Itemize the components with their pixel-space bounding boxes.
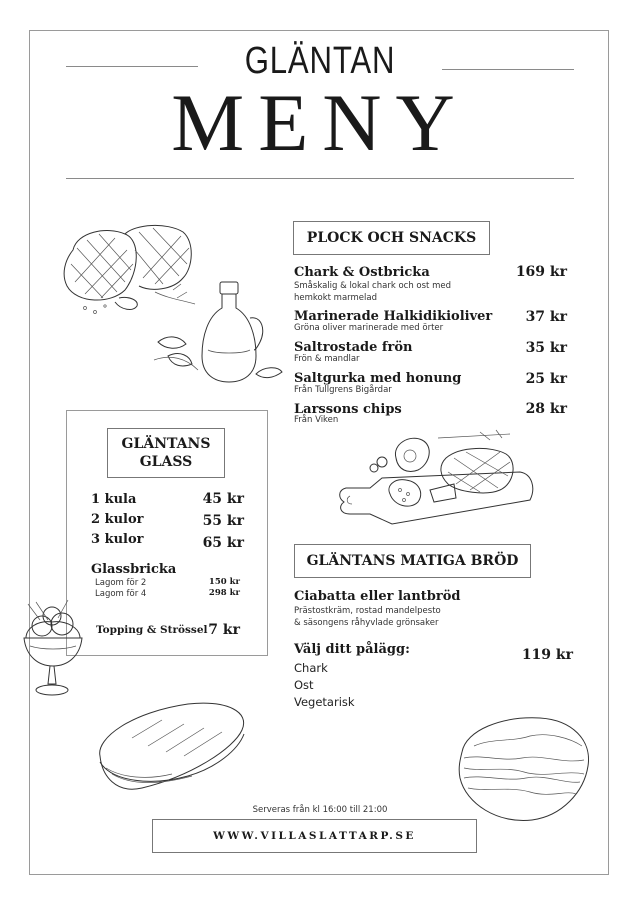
snack-name-5: Larssons chips (294, 402, 402, 417)
glass-heading: GLÄNTANS GLASS (107, 428, 225, 478)
brand-name: GLÄNTAN (244, 40, 396, 82)
brod-option-vegetarisk: Vegetarisk (294, 695, 355, 709)
snack-desc-3: Frön & mandlar (294, 354, 360, 364)
snack-price-1: 169 kr (515, 264, 567, 280)
brod-price: 119 kr (521, 647, 573, 663)
snack-price-3: 35 kr (525, 340, 567, 356)
brod-desc: Prästostkräm, rostad mandelpesto & säsongens råhyvlade grönsaker (294, 606, 441, 628)
oil-bottle-icon (150, 278, 285, 388)
snack-name-3: Saltrostade frön (294, 340, 413, 355)
snack-name-4: Saltgurka med honung (294, 371, 462, 386)
glass-item-3: 3 kulor (91, 532, 144, 547)
page-title: MENY (171, 77, 469, 168)
snacks-heading: PLOCK OCH SNACKS (293, 221, 490, 255)
header-rule-bottom (66, 178, 574, 179)
snack-price-2: 37 kr (525, 309, 567, 325)
snack-desc-4: Från Tullgrens Bigårdar (294, 385, 392, 395)
brod-option-chark: Chark (294, 661, 328, 675)
snack-price-5: 28 kr (525, 401, 567, 417)
brod-heading: GLÄNTANS MATIGA BRÖD (294, 544, 531, 578)
snack-desc-5: Från Viken (294, 415, 339, 425)
topping-name: Topping & Strössel (96, 624, 208, 636)
glassbricka-row-2-price: 298 kr (208, 588, 240, 598)
snack-name-1: Chark & Ostbricka (294, 265, 430, 280)
glassbricka-name: Glassbricka (91, 562, 177, 577)
ice-cream-sundae-icon (18, 598, 88, 700)
glass-price-3: 65 kr (202, 535, 244, 551)
brod-choose-label: Välj ditt pålägg: (294, 642, 410, 657)
brod-option-ost: Ost (294, 678, 314, 692)
panini-icon (92, 698, 252, 798)
glass-price-2: 55 kr (202, 513, 244, 529)
glass-item-2: 2 kulor (91, 512, 144, 527)
opening-hours: Serveras från kl 16:00 till 21:00 (252, 805, 388, 815)
website-link[interactable]: WWW.VILLASLATTARP.SE (152, 819, 477, 853)
snack-price-4: 25 kr (525, 371, 567, 387)
charcuterie-board-icon (330, 428, 540, 528)
snack-desc-2: Gröna oliver marinerade med örter (294, 323, 444, 333)
glassbricka-row-2-label: Lagom för 4 (95, 589, 147, 599)
glass-price-1: 45 kr (202, 491, 244, 507)
glass-item-1: 1 kula (91, 492, 137, 507)
topping-price: 7 kr (208, 622, 240, 638)
brod-name: Ciabatta eller lantbröd (294, 589, 461, 604)
snack-desc-1: Småskalig & lokal chark och ost med hemkokt marmelad (294, 281, 451, 303)
brod-options-list (294, 660, 355, 711)
glassbricka-row-1-price: 150 kr (208, 577, 240, 587)
snack-name-2: Marinerade Halkidikioliver (294, 309, 493, 324)
glassbricka-row-1-label: Lagom för 2 (95, 578, 147, 588)
